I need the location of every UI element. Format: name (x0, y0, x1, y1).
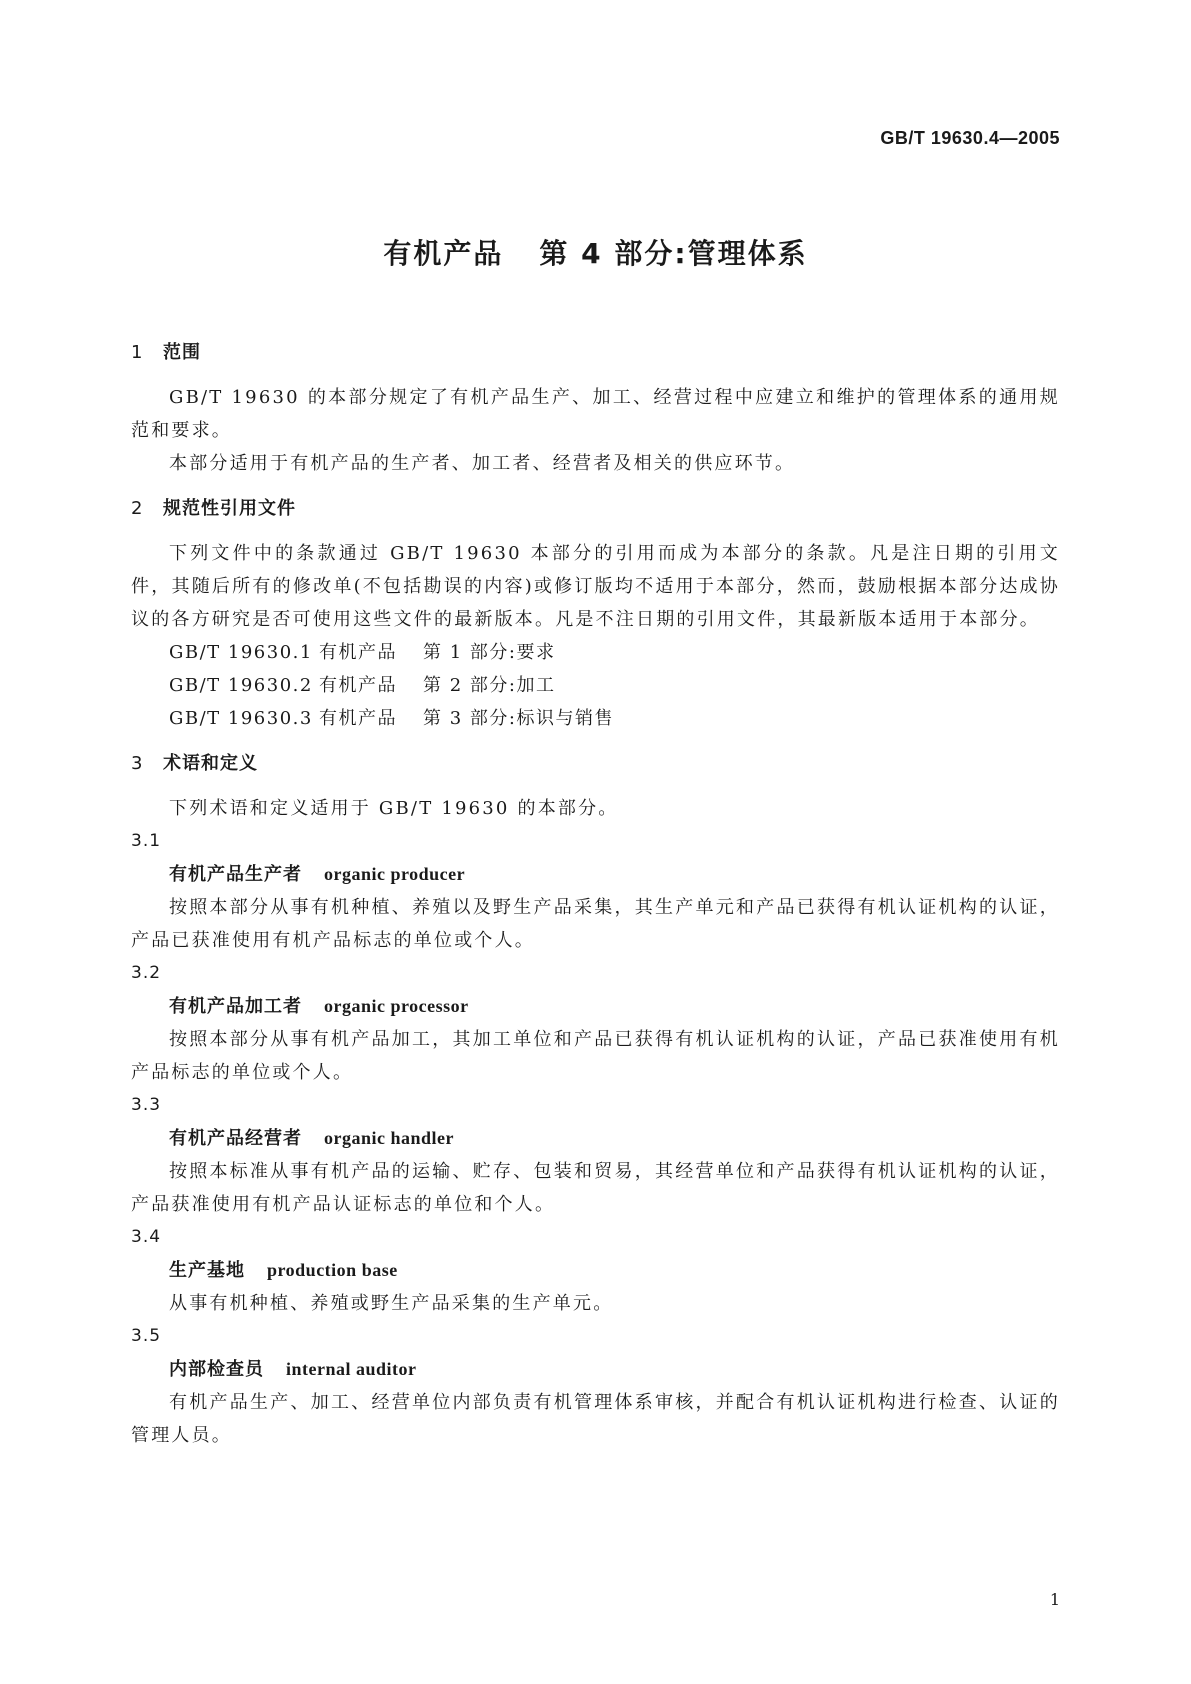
term-number: 3.2 (131, 963, 162, 983)
section-heading-scope (131, 336, 1060, 369)
reference-title: 有机产品 (319, 642, 397, 663)
section-title: 术语和定义 (163, 753, 258, 774)
term-definition: 从事有机种植、养殖或野生产品采集的生产单元。 (169, 1293, 614, 1314)
term-number: 3.4 (131, 1227, 162, 1247)
paragraph: GB/T 19630 的本部分规定了有机产品生产、加工、经营过程中应建立和维护的管理体系的通用规范和要求。 (131, 387, 1060, 441)
reference-code: GB/T 19630.3 (169, 708, 313, 729)
term-heading (131, 990, 1060, 1023)
term-zh: 内部检查员 (169, 1359, 264, 1380)
term-en: internal auditor (286, 1359, 417, 1379)
term-number: 3.1 (131, 831, 162, 851)
term-definition: 按照本标准从事有机产品的运输、贮存、包装和贸易，其经营单位和产品获得有机认证机构的认证，产品获准使用有机产品认证标志的单位和个人。 (131, 1161, 1060, 1215)
document-body (131, 336, 1060, 1452)
document-title (0, 232, 1191, 272)
title-part2: 第 4 部分:管理体系 (539, 237, 808, 270)
term-heading (131, 858, 1060, 891)
term-definition: 有机产品生产、加工、经营单位内部负责有机管理体系审核，并配合有机认证机构进行检查、认证的管理人员。 (131, 1392, 1060, 1446)
section-number: 1 (131, 342, 144, 363)
title-part1: 有机产品 (383, 237, 504, 270)
term-en: organic processor (324, 996, 469, 1016)
reference-title: 有机产品 (319, 675, 397, 696)
term-en: production base (267, 1260, 398, 1280)
term-zh: 有机产品经营者 (169, 1128, 302, 1149)
section-title: 范围 (163, 342, 201, 363)
term-zh: 有机产品加工者 (169, 996, 302, 1017)
section-heading-terms-definitions (131, 747, 1060, 780)
term-zh: 有机产品生产者 (169, 864, 302, 885)
section-number: 3 (131, 753, 144, 774)
term-heading (131, 1122, 1060, 1155)
reference-item (131, 702, 1060, 735)
term-definition: 按照本部分从事有机产品加工，其加工单位和产品已获得有机认证机构的认证，产品已获准使用有机产品标志的单位或个人。 (131, 1029, 1060, 1083)
term-definition: 按照本部分从事有机种植、养殖以及野生产品采集，其生产单元和产品已获得有机认证机构的认证，产品已获准使用有机产品标志的单位或个人。 (131, 897, 1060, 951)
standard-number: GB/T 19630.4—2005 (880, 128, 1060, 148)
section-heading-normative-references (131, 492, 1060, 525)
reference-subtitle: 第 2 部分:加工 (423, 675, 556, 696)
reference-code: GB/T 19630.1 (169, 642, 313, 663)
reference-subtitle: 第 1 部分:要求 (423, 642, 556, 663)
page-number: 1 (1049, 1590, 1060, 1609)
section-number: 2 (131, 498, 144, 519)
reference-title: 有机产品 (319, 708, 397, 729)
term-number: 3.5 (131, 1326, 162, 1346)
paragraph: 下列术语和定义适用于 GB/T 19630 的本部分。 (169, 798, 619, 819)
reference-subtitle: 第 3 部分:标识与销售 (423, 708, 614, 729)
term-en: organic producer (324, 864, 466, 884)
reference-item (131, 669, 1060, 702)
paragraph: 下列文件中的条款通过 GB/T 19630 本部分的引用而成为本部分的条款。凡是注日期的引用文件，其随后所有的修改单(不包括勘误的内容)或修订版均不适用于本部分，然而，鼓励根据本部分达成协议的各方研究是否可使用这些文件的最新版本。凡是不注日期的引用文件，其最新版本适用于本部分。 (131, 543, 1060, 630)
reference-code: GB/T 19630.2 (169, 675, 313, 696)
paragraph: 本部分适用于有机产品的生产者、加工者、经营者及相关的供应环节。 (169, 453, 796, 474)
term-zh: 生产基地 (169, 1260, 245, 1281)
term-en: organic handler (324, 1128, 455, 1148)
reference-item (131, 636, 1060, 669)
term-heading (131, 1254, 1060, 1287)
term-heading (131, 1353, 1060, 1386)
term-number: 3.3 (131, 1095, 162, 1115)
section-title: 规范性引用文件 (163, 498, 296, 519)
